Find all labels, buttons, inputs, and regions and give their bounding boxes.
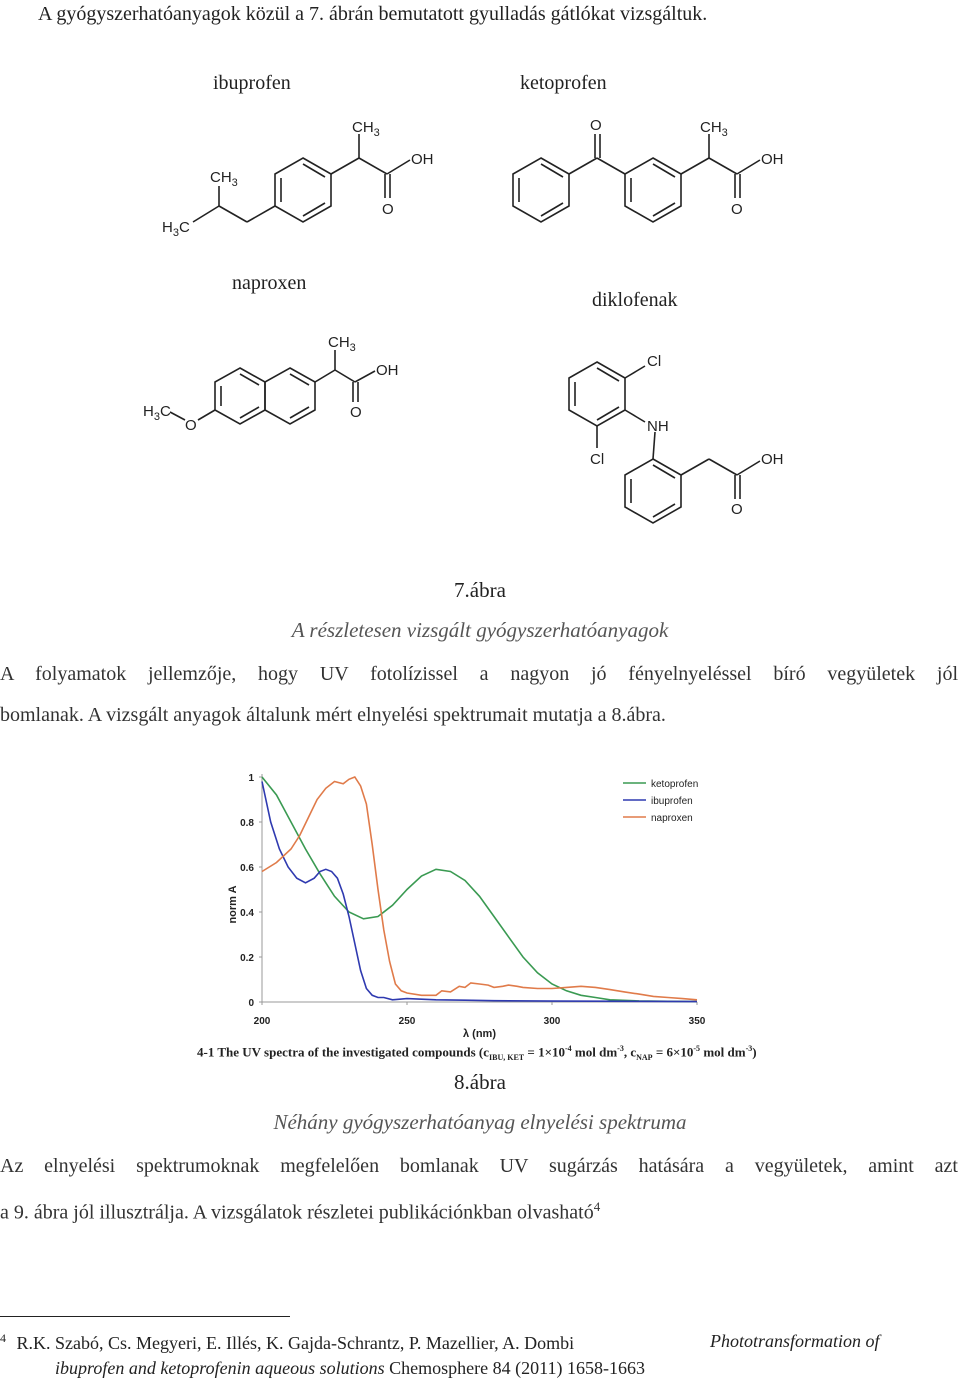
atom-label: $CH_3$ [210,169,238,189]
chart-y-tick-label: 0.4 [240,908,254,919]
atom-label: NH [647,418,669,435]
footnote-separator [0,1316,290,1317]
chart-y-tick-label: 0.8 [240,818,254,829]
atom-label: O [731,501,743,518]
molecule-name-diklofenak: diklofenak [592,289,678,311]
atom-label: O [350,404,362,421]
footnote-journal: Chemosphere 84 (2011) 1658-1663 [389,1358,645,1378]
footnote-title-part-1: Phototransformation of [710,1331,880,1351]
footnote-title-part-2: ibuprofen and ketoprofenin aqueous solutions [55,1358,385,1378]
atom-label: $H_3C$ [162,219,190,239]
atom-label: O [382,201,394,218]
chart-y-tick-label: 0.2 [240,953,254,964]
intro-sentence: A gyógyszerhatóanyagok közül a 7. ábrán bemutatott gyulladás gátlókat vizsgáltuk. [38,3,708,25]
molecule-name-naproxen: naproxen [232,272,307,294]
diklofenak-structure [569,362,760,523]
atom-label: O [731,201,743,218]
chart-y-tick-label: 0.6 [240,863,254,874]
uv-spectrum-chart [210,762,730,1040]
atom-label: $H_3C$ [143,403,171,423]
atom-label: O [185,417,197,434]
chart-x-axis-label: λ (nm) [463,1028,496,1040]
atom-label: OH [761,451,784,468]
paragraph-2-line-1: Az elnyelési spektrumoknak megfelelően bomlanak UV sugárzás hatására a vegyületek, amint azt [0,1155,958,1177]
atom-label: OH [376,362,399,379]
footnote-line-2 [55,1358,645,1379]
atom-label: $CH_3$ [352,119,380,139]
atom-label: $CH_3$ [328,334,356,354]
footnote-marker: 4 [0,1331,6,1345]
figure-7-number: 7.ábra [454,578,506,602]
atom-label: Cl [590,451,605,468]
footnote-reference[interactable]: 4 [593,1199,601,1214]
footnote-authors: R.K. Szabó, Cs. Megyeri, E. Illés, K. Gajda-Schrantz, P. Mazellier, A. Dombi [16,1333,575,1353]
chart-x-tick-label: 250 [398,1016,416,1027]
atom-label: O [590,117,602,134]
chart-x-tick-label: 200 [253,1016,271,1027]
chart-y-axis-label: norm A [227,885,239,924]
chemical-structures-figure [0,0,960,560]
chart-x-tick-label: 350 [688,1016,706,1027]
atom-label: OH [761,151,784,168]
figure-7-caption: A részletesen vizsgált gyógyszerhatóanyagok [291,618,669,642]
legend-label-ketoprofen: ketoprofen [651,779,699,790]
atom-label: $CH_3$ [700,119,728,139]
atom-label: OH [411,151,434,168]
paragraph-2-line-2: a 9. ábra jól illusztrálja. A vizsgálatok részletei publikációnkban olvasható$^4$ [0,1199,601,1224]
paragraph-1-line-2: bomlanak. A vizsgált anyagok általunk mért elnyelési spektrumait mutatja a 8.ábra. [0,704,666,726]
molecule-name-ketoprofen: ketoprofen [520,72,607,94]
naproxen-structure [170,350,375,424]
chart-x-tick-label: 300 [543,1016,561,1027]
figure-8-source-caption: 4-1 The UV spectra of the investigated compounds ($c_{IBU, KET} = 1\times 10^{-4}$ mol $dm^{-3}$, $c_{NAP} = 6\times 10^{-5}$ mol $dm^{-3}$) [197,1044,757,1062]
series-line-ketoprofen [262,777,697,1002]
series-line-ibuprofen [262,782,697,1002]
legend-label-ibuprofen: ibuprofen [651,796,693,807]
atom-label: Cl [647,353,662,370]
chart-y-tick-label: 1 [248,773,254,784]
series-line-naproxen [262,777,697,1000]
figure-8-number: 8.ábra [454,1070,506,1094]
legend-label-naproxen: naproxen [651,813,693,824]
footnote [0,1331,958,1354]
paragraph-1-line-1: A folyamatok jellemzője, hogy UV fotolízissel a nagyon jó fényelnyeléssel bíró vegyületek jól [0,663,958,685]
molecule-name-ibuprofen: ibuprofen [213,72,291,94]
figure-8-caption: Néhány gyógyszerhatóanyag elnyelési spektruma [273,1110,687,1134]
chart-y-tick-label: 0 [248,998,254,1009]
ketoprofen-structure [513,134,760,222]
